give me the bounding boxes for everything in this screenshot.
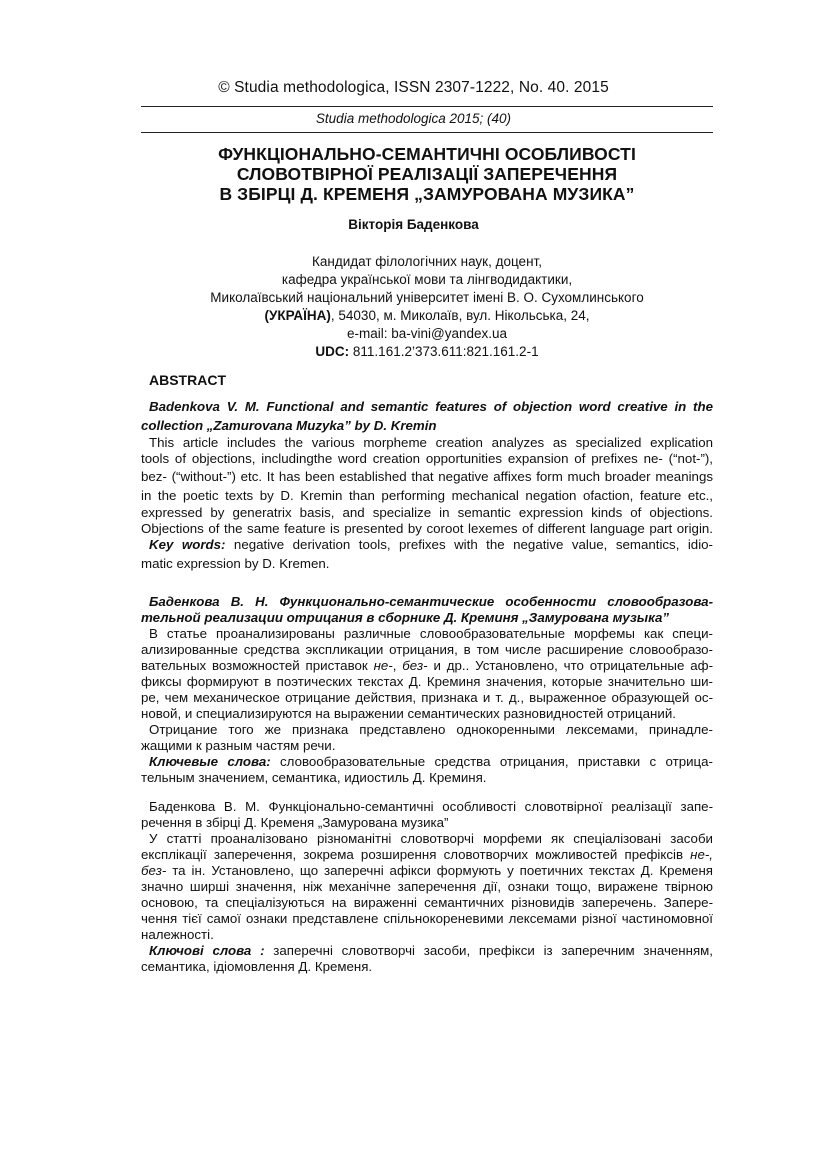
- abstract-ru-keywords-label: Ключевые слова:: [149, 754, 271, 769]
- header-rule-top: [141, 106, 713, 107]
- abstract-en-keywords-label: Key words:: [149, 537, 226, 552]
- affiliation-university: Миколаївський національний університет імені В. О. Сухомлинського: [210, 290, 644, 305]
- abstract-russian: [141, 594, 713, 786]
- prefix-bez-uk: без-: [141, 863, 167, 878]
- abstract-ru-line-3-b: ,: [392, 658, 403, 673]
- abstract-ru-keywords-line-2: тельным значением, семантика, идиостиль Д. Креминя.: [141, 770, 487, 785]
- abstract-ru-title-line-1: Баденкова В. Н. Функционально-семантические особенности словообразова-: [149, 594, 713, 609]
- article-title: [141, 144, 713, 204]
- title-line-1: ФУНКЦІОНАЛЬНО-СЕМАНТИЧНІ ОСОБЛИВОСТІ: [218, 144, 636, 164]
- abstract-uk-line-1: У статті проаналізовано різноманітні словотворчі морфеми як спеціалізовані засоби: [149, 831, 713, 846]
- affiliation-country: (УКРАЇНА): [264, 308, 331, 323]
- affiliation-email: e-mail: ba-vini@yandex.ua: [346, 326, 508, 341]
- abstract-ru-line-5: ре, чем механическое отрицание действия, признака и т. д., выраженное образующей ос-: [141, 690, 713, 705]
- abstract-en-line-1: This article includes the various morpheme creation analyzes as specialized explication: [149, 435, 713, 450]
- affiliation-address-line: [141, 307, 713, 325]
- abstract-ru-line-3-c: и др.. Установлено, что отрицательные аф-: [427, 658, 714, 673]
- affiliation-degree: Кандидат філологічних наук, доцент,: [312, 254, 542, 269]
- running-head: Studia methodologica 2015; (40): [315, 111, 512, 126]
- udc-value: 811.161.2’373.611:821.161.2-1: [349, 344, 539, 359]
- abstract-en-keywords: negative derivation tools, prefixes with the negative value, semantics, idio-: [225, 537, 713, 552]
- abstract-uk-line-3: [141, 863, 713, 879]
- abstract-ru-line-1: В статье проанализированы различные словообразовательные морфемы как специ-: [149, 626, 713, 641]
- abstract-uk-line-4: значно ширші значення, ніж механічне заперечення дії, ознаки тощо, виражене твірною: [141, 879, 713, 894]
- abstract-uk-keywords-line-2: семантика, ідіомовлення Д. Кременя.: [141, 959, 373, 974]
- udc-line: [141, 343, 713, 361]
- abstract-en-keywords-line-1: [141, 537, 713, 553]
- abstract-uk-line-5: основою, та спеціалізуються на вираженні семантичних різновидів заперечень. Запере-: [141, 895, 713, 910]
- abstract-uk-line-6: чення тієї самої ознаки представлене спільнокореневими лексемами різної частиномовної: [141, 911, 713, 926]
- abstract-en-keywords-line-2: matic expression by D. Kremen.: [141, 556, 330, 571]
- abstract-ru-line-8: жащими к разным частям речи.: [141, 738, 336, 753]
- prefix-ne-uk: не-,: [690, 847, 713, 862]
- abstract-en-line-3: bez- (“without-”) etc. It has been established that negative affixes form much broader meanings: [141, 469, 713, 484]
- abstract-uk-reference-line-1: Баденкова В. М. Функціонально-семантичні особливості словотвірної реалізації запе-: [149, 799, 713, 814]
- abstract-en-line-2: tools of objections, includingthe word creation opportunities expansion of prefixes ne- (“not-”),: [141, 451, 713, 466]
- journal-citation: © Studia methodologica, ISSN 2307-1222, No. 40. 2015: [218, 79, 609, 96]
- abstract-uk-keywords-label: Ключові слова :: [149, 943, 265, 958]
- abstract-ru-keywords-line-1: [141, 754, 713, 770]
- affiliation-address: , 54030, м. Миколаїв, вул. Нікольська, 24,: [330, 308, 590, 323]
- abstract-en-line-4: in the poetic texts by D. Kremin than performing mechanical negation ofaction, feature etc.,: [141, 488, 713, 503]
- abstract-ukrainian: [141, 799, 713, 975]
- abstract-ru-line-4: фиксы формируют в поэтических текстах Д. Креминя значения, которые значительно ши-: [141, 674, 713, 689]
- abstract-en-title-line-2: collection „Zamurovana Muzyka” by D. Kremin: [141, 418, 437, 433]
- abstract-uk-line-3-b: та ін. Установлено, що заперечні афікси формують у поетичних текстах Д. Кременя: [166, 863, 713, 878]
- abstract-en-line-6: Objections of the same feature is presented by coroot lexemes of different language part origin.: [141, 521, 713, 536]
- abstract-english: [141, 397, 713, 574]
- abstract-uk-line-2-a: експлікації заперечення, зокрема розширення словотворчих можливостей префіксів: [141, 847, 691, 862]
- abstract-en-title-line-1: Badenkova V. M. Functional and semantic features of objection word creative in the: [149, 399, 713, 414]
- abstract-ru-line-2: ализированные средства экспликации отрицания, в том числе расширение словообразо-: [141, 642, 713, 657]
- abstract-ru-title-line-2: тельной реализации отрицания в сборнике Д. Креминя „Замурована музыка”: [141, 610, 670, 625]
- abstract-ru-line-3-a: вательных возможностей приставок: [141, 658, 374, 673]
- abstract-uk-line-7: належності.: [141, 927, 214, 942]
- author-affiliation: [141, 253, 713, 361]
- abstract-en-line-5: expressed by generatrix basis, and specialize in semantic expression kinds of objections.: [141, 505, 713, 520]
- abstract-heading: ABSTRACT: [149, 372, 226, 388]
- udc-label: UDC:: [315, 344, 350, 359]
- abstract-ru-line-6: новой, и специализируются на выражении семантических разновидностей отрицаний.: [141, 706, 676, 721]
- author-name: Вікторія Баденкова: [348, 217, 479, 232]
- abstract-ru-keywords: словообразовательные средства отрицания, приставки с отрица-: [270, 754, 713, 769]
- affiliation-department: кафедра української мови та лінгводидактики,: [281, 272, 573, 287]
- abstract-uk-reference-line-2: речення в збірці Д. Кременя „Замурована музика”: [141, 815, 449, 830]
- prefix-ne: не-: [373, 658, 393, 673]
- header-rule-bottom: [141, 132, 713, 133]
- title-line-2: СЛОВОТВІРНОЇ РЕАЛІЗАЦІЇ ЗАПЕРЕЧЕННЯ: [236, 164, 618, 184]
- title-line-3: В ЗБІРЦІ Д. КРЕМЕНЯ „ЗАМУРОВАНА МУЗИКА”: [219, 184, 635, 204]
- abstract-uk-keywords: заперечні словотворчі засоби, префікси із заперечним значенням,: [264, 943, 714, 958]
- abstract-ru-line-7: Отрицание того же признака представлено однокоренными лексемами, принадле-: [149, 722, 713, 737]
- abstract-uk-keywords-line-1: [141, 943, 713, 959]
- abstract-uk-line-2: [141, 847, 713, 863]
- prefix-bez: без-: [402, 658, 428, 673]
- abstract-ru-line-3: [141, 658, 713, 674]
